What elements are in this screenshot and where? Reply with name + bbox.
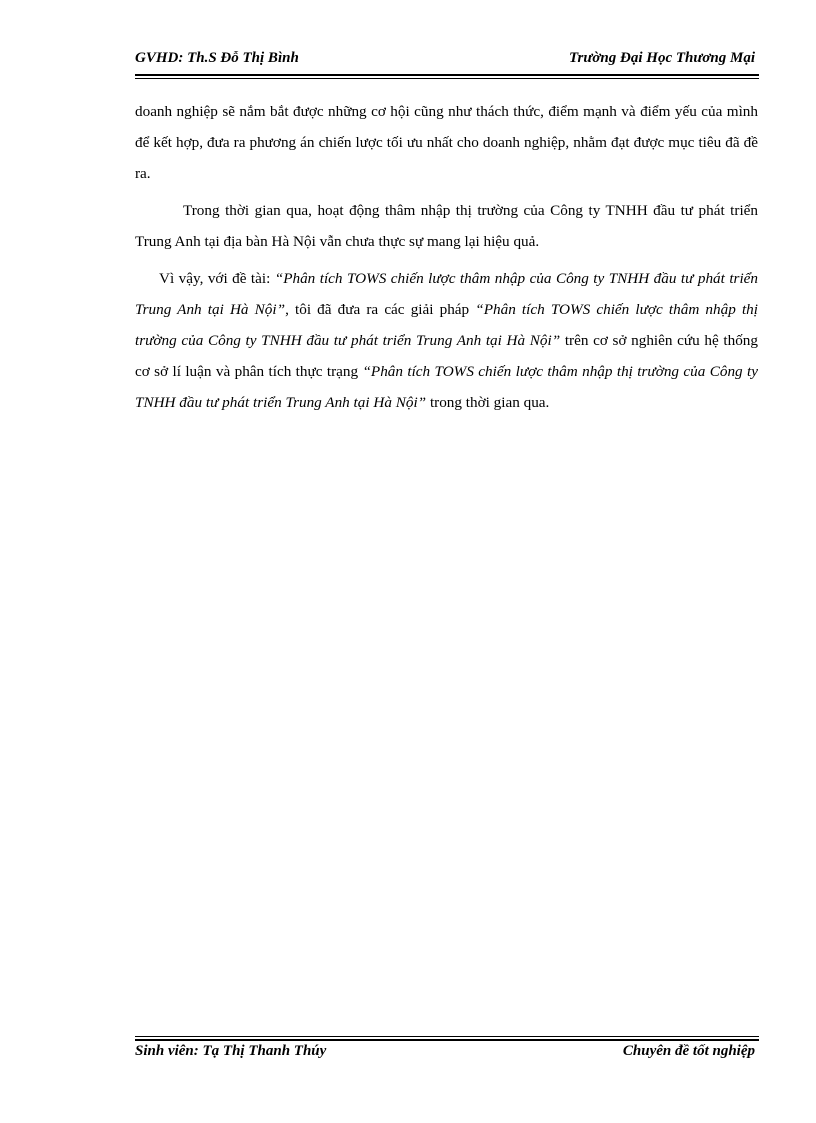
header-rule-thin [135, 78, 759, 79]
footer-rule-thick [135, 1039, 759, 1041]
footer-student: Sinh viên: Tạ Thị Thanh Thúy [135, 1043, 327, 1059]
paragraph-1: doanh nghiệp sẽ nắm bắt được những cơ hội cũng như thách thức, điểm mạnh và điểm yếu của mình để kết hợp, đưa ra phương án chiến lược tối ưu nhất cho doanh nghiệp, nhằm đạt được mục tiêu đã đề ra. [135, 103, 758, 182]
paragraph-3-text-3: trên cơ sở nghiên cứu hệ thống cơ sở lí luận và phân tích thực trạng [135, 332, 758, 380]
page-header [135, 50, 759, 72]
paragraph-3-text-1: Vì vậy, với đề tài: [159, 270, 275, 287]
paragraph-3-italic-2: “Phân tích TOWS chiến lược thâm nhập thị trường của Công ty TNHH đầu tư phát triển Trung Anh tại Hà Nội” [135, 301, 758, 349]
paragraph-3 [135, 263, 758, 418]
paragraph-3-text-2: , tôi đã đưa ra các giải pháp [285, 301, 476, 318]
header-university: Trường Đại Học Thương Mại [568, 50, 755, 66]
footer-thesis-type: Chuyên đề tốt nghiệp [622, 1043, 755, 1059]
page-footer [135, 1043, 759, 1065]
footer-rule-thin [135, 1036, 759, 1037]
paragraph-3-italic-1: “Phân tích TOWS chiến lược thâm nhập của Công ty TNHH đầu tư phát triển Trung Anh tại Hà Nội” [135, 270, 758, 318]
header-rule-thick [135, 74, 759, 76]
paragraph-3-italic-3: “Phân tích TOWS chiến lược thâm nhập thị trường của Công ty TNHH đầu tư phát triển Trung Anh tại Hà Nội” [135, 363, 758, 411]
paragraph-3-text-4: trong thời gian qua. [426, 394, 550, 411]
document-body [135, 96, 758, 418]
header-supervisor: GVHD: Th.S Đỗ Thị Bình [135, 50, 299, 66]
paragraph-2: Trong thời gian qua, hoạt động thâm nhập thị trường của Công ty TNHH đầu tư phát triển Trung Anh tại địa bàn Hà Nội vẫn chưa thực sự mang lại hiệu quả. [135, 202, 758, 250]
